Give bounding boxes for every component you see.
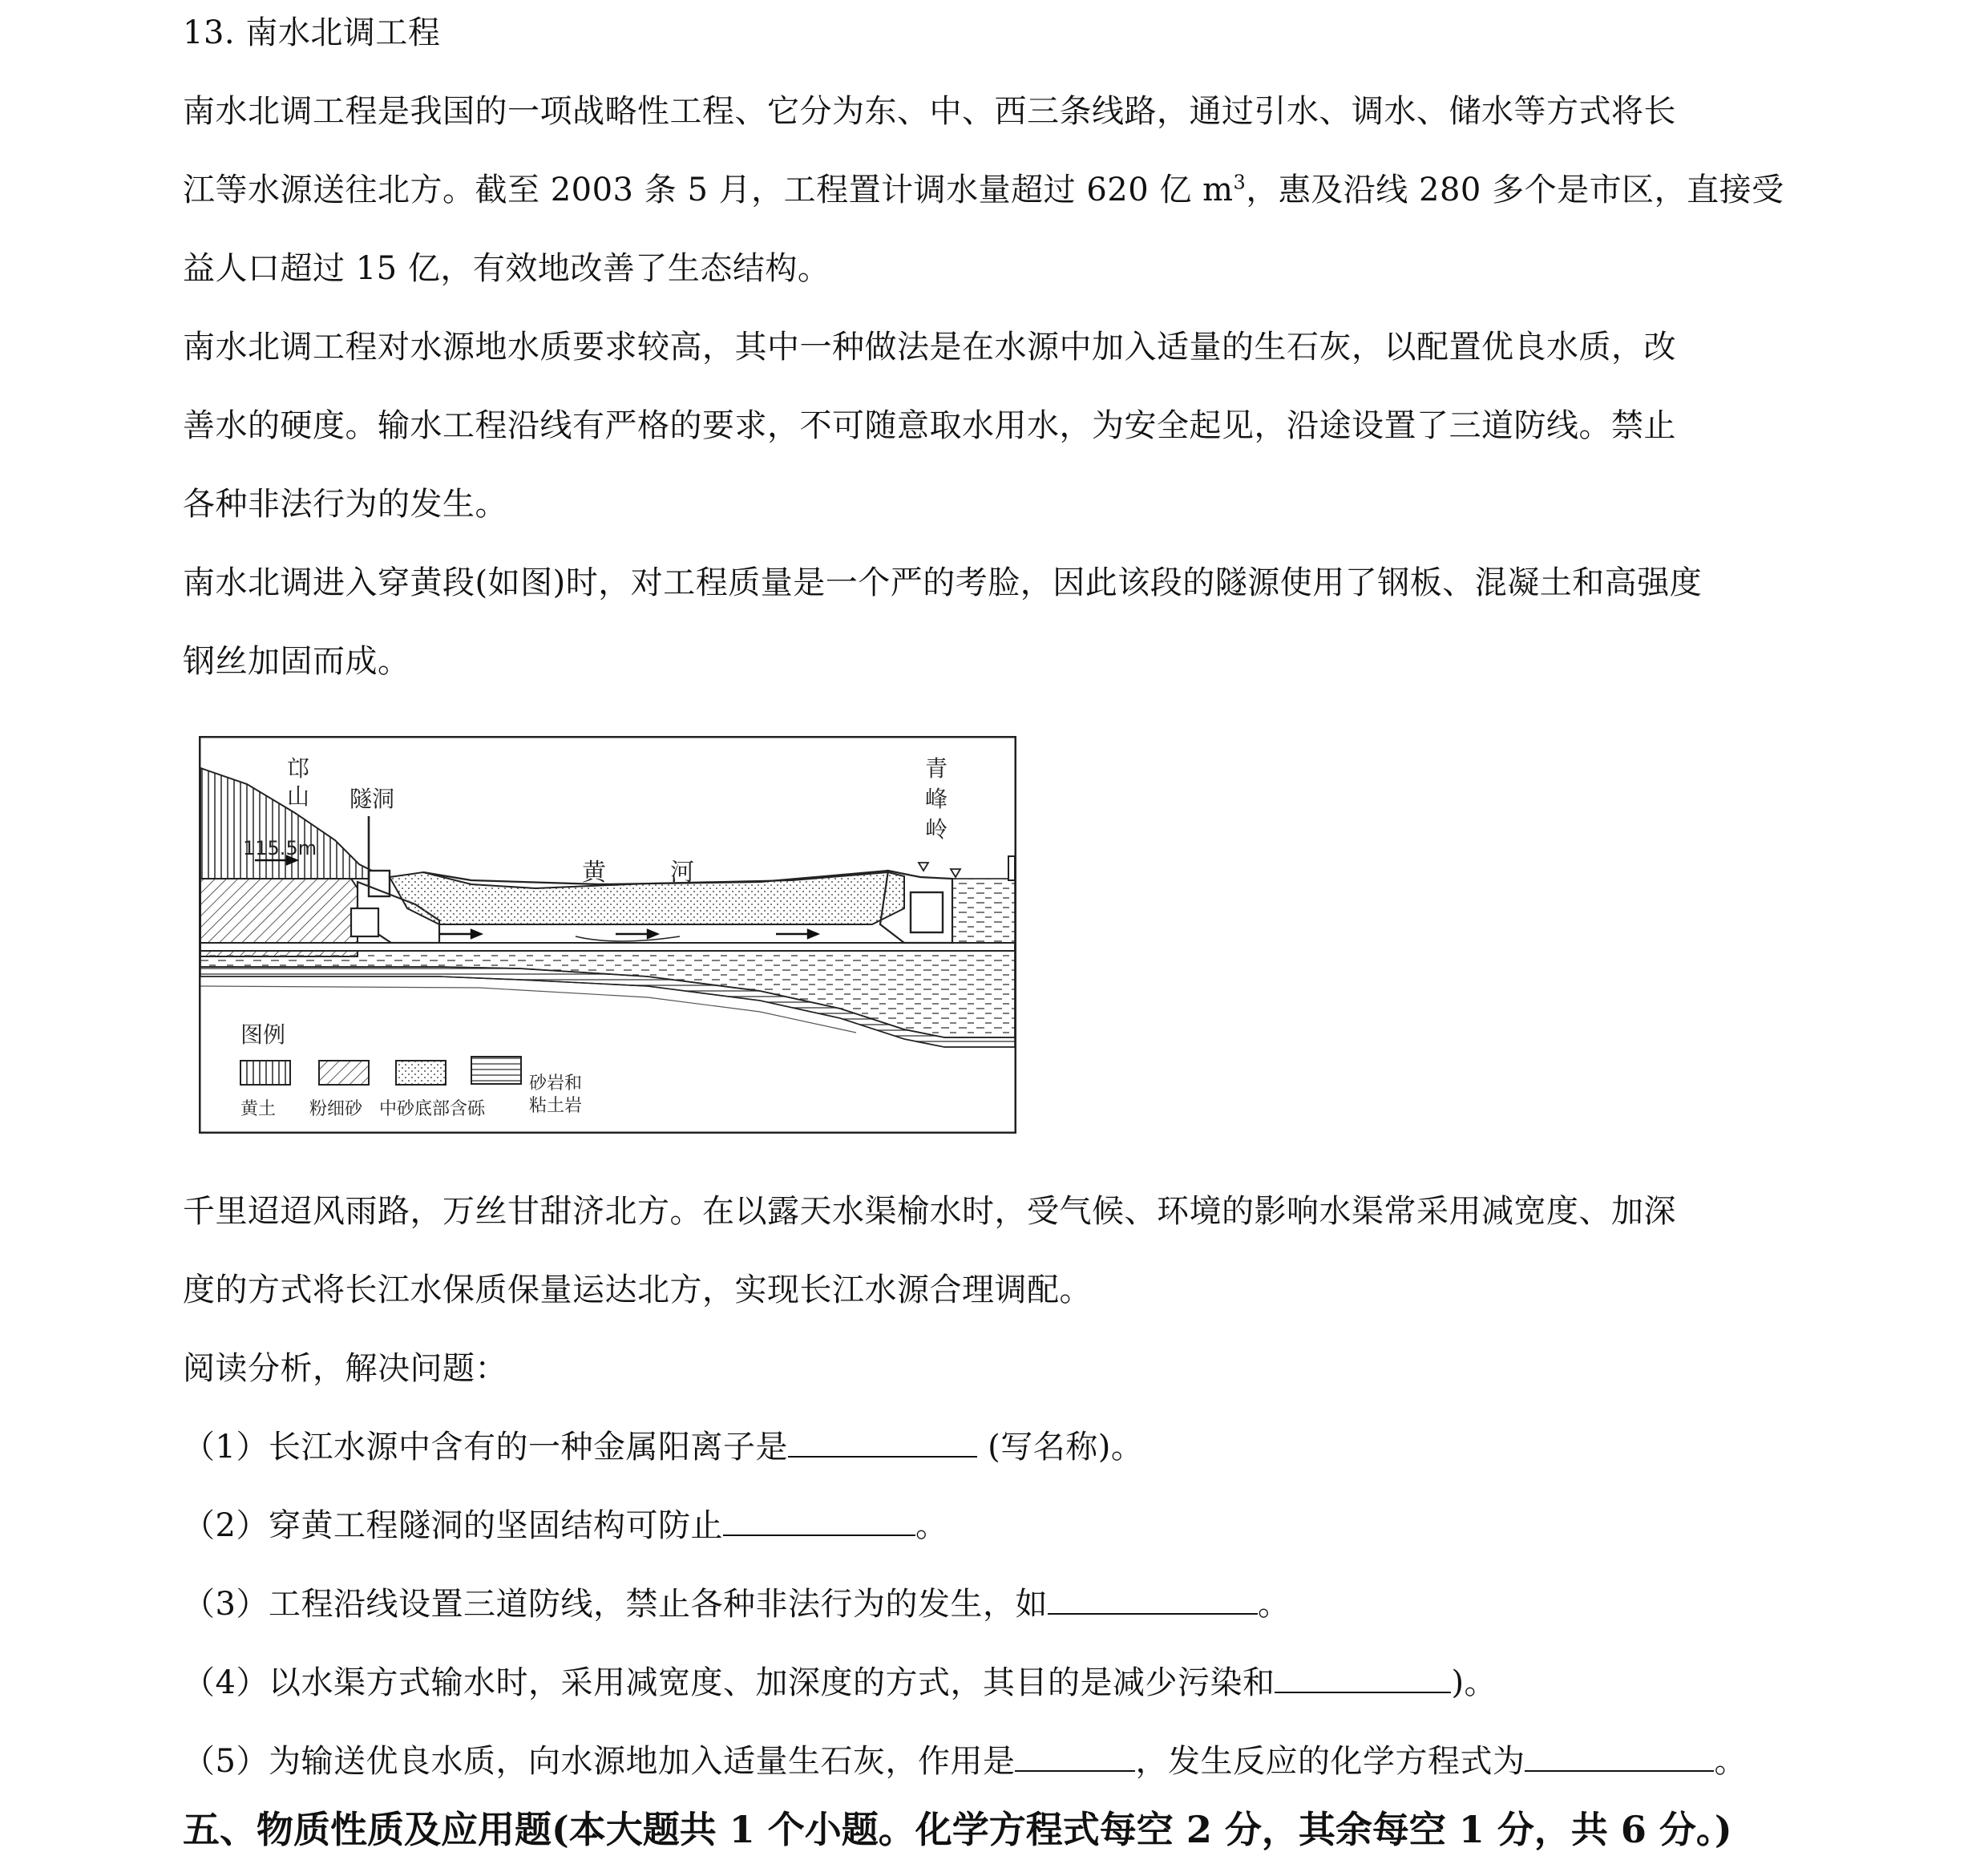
paragraph-4-line-2: 度的方式将长江水保质保量运达北方，实现长江水源合理调配。 — [183, 1272, 1092, 1308]
sub-question-4-text: （4）以水渠方式输水时，采用减宽度、加深度的方式，其目的是减少污染和 — [183, 1664, 1275, 1701]
paragraph-1-line-3: 益人口超过 15 亿，有效地改善了生态结构。 — [183, 250, 830, 287]
legend-label-claystone: 粘土岩 — [529, 1096, 583, 1116]
paragraph-2-line-3: 各种非法行为的发生。 — [183, 486, 507, 523]
entry-chamber — [351, 908, 378, 936]
label-huanghe-2: 河 — [670, 859, 694, 887]
tunnel-cross-section-figure — [199, 736, 1016, 1134]
sub-question-3-suffix: 。 — [1257, 1586, 1291, 1623]
reading-prompt: 阅读分析，解决问题： — [183, 1350, 507, 1387]
sub-question-4-suffix: )。 — [1451, 1664, 1497, 1701]
label-qingfengling-3: 岭 — [925, 816, 948, 843]
label-huanghe-1: 黄 — [582, 859, 606, 887]
exit-chamber — [911, 892, 943, 932]
section-heading: 五、物质性质及应用题(本大题共 1 个小题。化学方程式每空 2 分，其余每空 1 分，共 6 分。) — [183, 1808, 1732, 1851]
legend-swatch-loess — [240, 1061, 290, 1085]
paragraph-2-line-2: 善水的硬度。输水工程沿线有严格的要求，不可随意取水用水，为安全起见，沿途设置了三道防线。禁止 — [183, 407, 1676, 444]
sub-question-2 — [183, 1506, 948, 1546]
paragraph-4-line-1: 千里迢迢风雨路，万丝甘甜济北方。在以露天水渠榆水时，受气候、环境的影响水渠常采用减宽度、加深 — [183, 1193, 1676, 1230]
sub-question-5-text: （5）为输送优良水质，向水源地加入适量生石灰，作用是 — [183, 1743, 1016, 1780]
paragraph-3-line-2: 钢丝加固而成。 — [183, 643, 410, 680]
label-qingfengling-2: 峰 — [925, 786, 948, 812]
paragraph-2-line-1: 南水北调工程对水源地水质要求较高，其中一种做法是在水源中加入适量的生石灰，以配置优良水质，改 — [183, 329, 1676, 366]
answer-blank-2[interactable] — [723, 1506, 915, 1536]
answer-blank-5b[interactable] — [1525, 1741, 1714, 1772]
legend-swatch-sand-gravel — [396, 1061, 446, 1085]
legend-swatch-fine-sand — [319, 1061, 369, 1085]
sub-question-4 — [183, 1663, 1497, 1703]
legend-swatch-sandstone — [471, 1057, 521, 1084]
label-mangshan-1: 邙 — [287, 755, 310, 782]
sub-question-3-text: （3）工程沿线设置三道防线，禁止各种非法行为的发生，如 — [183, 1586, 1048, 1623]
question-title: 13. 南水北调工程 — [183, 14, 441, 51]
sub-question-5-suffix: 。 — [1714, 1743, 1747, 1780]
legend-label-loess: 黄土 — [240, 1099, 277, 1119]
sub-question-1 — [183, 1427, 1143, 1467]
legend-label-fine-sand: 粉细砂 — [309, 1099, 363, 1119]
answer-blank-5a[interactable] — [1015, 1741, 1135, 1772]
paragraph-1-line-2b: ，惠及沿线 280 多个是市区，直接受 — [1246, 172, 1784, 208]
answer-blank-4[interactable] — [1275, 1663, 1451, 1693]
label-tunnel: 隧洞 — [350, 786, 395, 812]
legend-label-sandstone: 砂岩和 — [529, 1074, 583, 1094]
sub-question-1-suffix: (写名称)。 — [976, 1429, 1144, 1466]
answer-blank-1[interactable] — [788, 1427, 977, 1458]
paragraph-1-line-2a: 江等水源送往北方。截至 2003 条 5 月，工程置计调水量超过 620 亿 m — [183, 172, 1234, 208]
sub-question-1-text: （1）长江水源中含有的一种金属阳离子是 — [183, 1429, 788, 1466]
legend-title: 图例 — [240, 1021, 286, 1048]
answer-blank-3[interactable] — [1048, 1584, 1258, 1615]
sub-question-5-middle: ，发生反应的化学方程式为 — [1135, 1743, 1525, 1780]
unit-superscript: 3 — [1233, 171, 1247, 194]
tunnel-pipe — [200, 943, 1015, 951]
label-depth: 115.5m — [243, 837, 317, 859]
label-qingfengling-1: 青 — [925, 755, 948, 782]
label-mangshan-2: 山 — [287, 783, 310, 810]
sub-question-3 — [183, 1584, 1290, 1624]
sub-question-2-text: （2）穿黄工程隧洞的坚固结构可防止 — [183, 1507, 723, 1544]
sub-question-2-suffix: 。 — [915, 1507, 948, 1544]
paragraph-3-line-1: 南水北调进入穿黄段(如图)时，对工程质量是一个严的考脸，因此该段的隧源使用了钢板、混凝土和高强度 — [183, 564, 1703, 601]
paragraph-1-line-1: 南水北调工程是我国的一项战略性工程、它分为东、中、西三条线路，通过引水、调水、储水等方式将长 — [183, 93, 1676, 130]
legend-label-sand-gravel: 中砂底部含砾 — [379, 1099, 486, 1119]
paragraph-1-line-2 — [183, 170, 1784, 210]
sub-question-5 — [183, 1741, 1747, 1781]
